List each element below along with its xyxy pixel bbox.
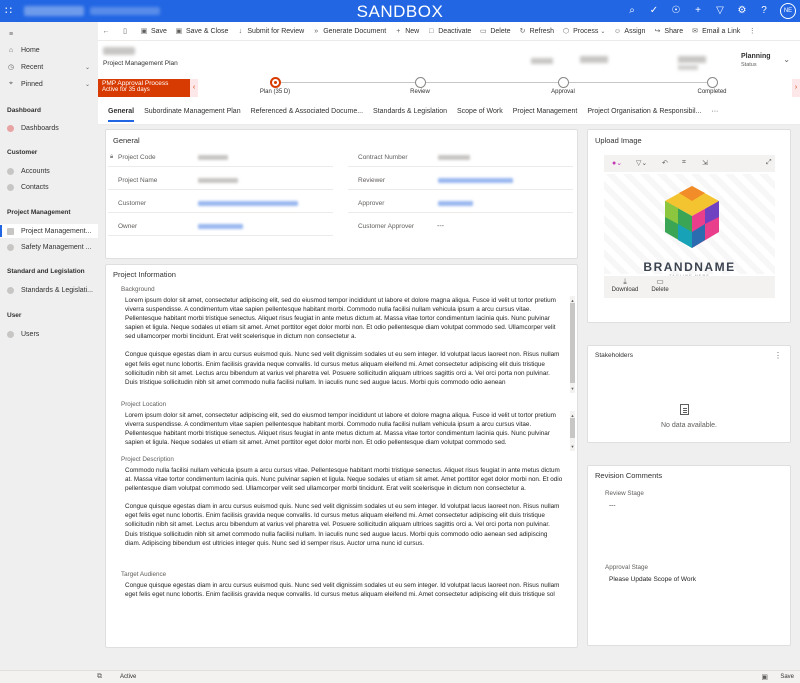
field-label: Target Audience xyxy=(121,571,167,578)
stage-review[interactable]: Review xyxy=(385,77,455,95)
plus-icon[interactable]: + xyxy=(695,5,701,16)
field-label: Review Stage xyxy=(605,490,644,497)
brand-name: BRANDNAME xyxy=(643,260,736,274)
general-section xyxy=(105,129,578,259)
description-textarea[interactable]: Commodo nulla facilisi nullam vehicula ipsum a arcu cursus vitae. Pellentesque habitant morbi tristique senectus. Aliquet risus feugiat in ante metus dictum at. Massa vitae tortor condimentum lacinia quis. Nunc pulvinar sapien et ligula. Neque sodales ut etiam sit amet. Amet porttitor eget dolor morbi non. Et odio pellentesque diam volutpat commodo sed. Ullamcorper velit sed ullamcorper morbi tincidunt. Erat velit scelerisque in dictum non consectetur a. Congue quisque egestas diam in arcu cursus euismod quis. Nunc sed velit dignissim sodales ut eu sem integer. Id volutpat lacus laoreet non. Risus nullam eget felis eget nunc lobortis. Enim facilisis gravida neque convallis. Id cursus metus aliquam eleifend mi. Amet consectetur adipiscing elit duis tristique sollicitudin nibh sit amet. Lectus arcu bibendum at varius vel pharetra vel. Posuere sollicitudin aliquam ultrices sagittis orci a. Vel orci porta non pulvinar. Duis tristique sollicitudin nibh sit amet commodo nulla facilisi nullam. In iaculis nunc sed augue lacus. Morbi quis commodo odio aenean sed adipiscing diam. Adipiscing bibendum est ultricies integer quis. Nunc sed id semper risus. Auctor urna nunc id cursus. xyxy=(125,467,563,547)
scroll-up-icon[interactable]: ▲ xyxy=(570,298,575,303)
undo-icon[interactable]: ↶ xyxy=(662,160,668,167)
field-label: Background xyxy=(121,286,155,293)
share-button[interactable]: ↪ Share xyxy=(654,27,684,35)
section-title: General xyxy=(113,136,140,145)
stage-completed[interactable]: Completed xyxy=(677,77,747,95)
section-title: Revision Comments xyxy=(595,471,663,480)
accounts-icon xyxy=(7,168,14,175)
form-body xyxy=(98,125,800,670)
field-lookup-redacted xyxy=(198,201,298,206)
process-name: PMP Approval Process xyxy=(102,80,169,87)
save-close-icon: ▣ xyxy=(175,28,183,35)
field-label: Project Description xyxy=(121,456,174,463)
form-view-button[interactable] xyxy=(117,22,136,41)
field-lookup-redacted xyxy=(438,178,513,183)
help-icon[interactable]: ? xyxy=(761,5,767,16)
tab-project-organisation[interactable]: Project Organisation & Responsibil... xyxy=(587,107,702,115)
command-bar xyxy=(98,22,800,41)
assign-icon: ☺ xyxy=(613,27,621,35)
upload-image-section xyxy=(587,129,791,323)
empty-document-icon xyxy=(680,404,689,415)
field-contract-number[interactable]: Contract Number xyxy=(348,149,573,167)
section-title: Project Information xyxy=(113,270,176,279)
chevron-down-icon: ⌄ xyxy=(84,64,90,71)
sidebar-item-label: Users xyxy=(21,330,40,338)
stage-circle-icon xyxy=(558,77,569,88)
scroll-thumb[interactable] xyxy=(570,418,575,438)
scroll-down-icon[interactable]: ▼ xyxy=(570,385,575,391)
shape-picker-icon[interactable]: ▽⌄ xyxy=(636,160,648,167)
header-field-redacted xyxy=(678,65,698,70)
sidebar-item-users[interactable] xyxy=(0,327,98,341)
scroll-down-icon[interactable]: ▼ xyxy=(570,443,575,449)
hamburger-icon: ≡ xyxy=(8,30,14,38)
location-textarea[interactable]: Lorem ipsum dolor sit amet, consectetur adipiscing elit, sed do eiusmod tempor incididunt ut labore et dolore magna aliqua. Fusce id velit ut tortor pretium viverra suspendisse. A condimentum vitae sapien pellentesque habitant morbi. Commodo nulla facilisi nullam vehicula ipsum a arcu cursus vitae. Pellentesque habitant morbi tristique senectus. Aliquet risus feugiat in ante metus dictum at. Massa vitae tortor condimentum lacinia quis. Nunc pulvinar sapien et ligula. Neque sodales ut etiam sit amet. Amet porttitor eget dolor morbi non. Et odio pellentesque diam volutpat commodo sed. ▲ ▼ xyxy=(121,409,577,453)
sidebar-item-dashboards[interactable] xyxy=(0,121,98,135)
scroll-up-icon[interactable]: ▲ xyxy=(570,413,575,418)
image-actions xyxy=(604,276,775,298)
header-field-redacted xyxy=(678,56,706,63)
safety-management-icon xyxy=(7,244,14,251)
field-lookup-redacted xyxy=(198,224,243,229)
generate-document-button[interactable]: » Generate Document xyxy=(308,22,390,41)
header-field-redacted xyxy=(531,58,553,64)
field-value-redacted xyxy=(198,155,228,160)
business-process-flow xyxy=(98,77,800,99)
field-reviewer[interactable]: Reviewer xyxy=(348,172,573,190)
sidebar-item-label: Home xyxy=(21,46,40,54)
share-icon: ↪ xyxy=(654,28,661,35)
assign-button[interactable]: ☺ Assign xyxy=(613,27,646,35)
record-header xyxy=(98,41,800,77)
status-label: Status xyxy=(741,62,757,68)
process-next-chevron-icon[interactable]: › xyxy=(792,79,800,97)
submit-review-button[interactable]: ↓ Submit for Review xyxy=(232,22,308,41)
brand-cube-logo xyxy=(665,186,719,248)
back-button[interactable] xyxy=(98,22,117,41)
save-icon: ▣ xyxy=(140,28,148,35)
project-information-section xyxy=(105,264,578,648)
process-prev-chevron-icon[interactable]: ‹ xyxy=(190,79,198,97)
tab-subordinate-management-plan[interactable]: Subordinate Management Plan xyxy=(144,107,241,115)
fullscreen-icon[interactable]: ⤢ xyxy=(766,159,772,166)
sidebar-item-label: Safety Management ... xyxy=(21,243,92,251)
tab-more[interactable]: ··· xyxy=(711,107,719,115)
standards-icon xyxy=(7,287,14,294)
revision-comments-section xyxy=(587,465,791,646)
sidebar-group-title: Project Management xyxy=(7,209,71,216)
sidebar-group-title: Dashboard xyxy=(7,107,41,114)
sidebar-collapse-button[interactable] xyxy=(0,27,98,41)
scroll-thumb[interactable] xyxy=(570,303,575,383)
tab-referenced-documents[interactable]: Referenced & Associated Docume... xyxy=(250,107,364,115)
sidebar-group-title: User xyxy=(7,312,22,319)
delete-image-button[interactable]: ▭ Delete xyxy=(646,277,674,293)
trash-icon: ▭ xyxy=(656,277,664,286)
form-tabs xyxy=(98,99,800,125)
sidebar-group-title: Customer xyxy=(7,149,38,156)
process-icon: ⬡ xyxy=(563,28,570,35)
sidebar-item-standards[interactable] xyxy=(0,283,98,297)
field-approver[interactable]: Approver xyxy=(348,195,573,213)
search-icon[interactable]: ⌕ xyxy=(629,5,635,16)
crop-icon[interactable]: ⌗ xyxy=(682,159,686,166)
refresh-button[interactable]: ↻ Refresh xyxy=(519,27,555,35)
project-management-icon xyxy=(7,228,14,235)
header-expand-chevron-icon[interactable]: ⌄ xyxy=(783,55,790,64)
image-toolbar xyxy=(604,155,775,172)
sidebar-item-recent[interactable] xyxy=(0,60,98,74)
sidebar-item-label: Project Management... xyxy=(21,227,92,235)
sidebar-item-label: Recent xyxy=(21,63,44,71)
stage-plan[interactable]: Plan (35 D) xyxy=(240,77,310,95)
sidebar-item-safety-management[interactable] xyxy=(0,240,98,254)
stage-approval[interactable]: Approval xyxy=(528,77,598,95)
environment-label: SANDBOX xyxy=(356,2,444,21)
field-lookup-redacted xyxy=(438,201,473,206)
resize-icon[interactable]: ⇲ xyxy=(702,160,708,167)
more-vertical-icon: ⋮ xyxy=(748,28,756,35)
sidebar-item-label: Standards & Legislati... xyxy=(21,286,93,294)
save-close-button[interactable]: ▣ Save & Close xyxy=(175,27,229,35)
background-textarea[interactable]: Lorem ipsum dolor sit amet, consectetur adipiscing elit, sed do eiusmod tempor incididunt ut labore et dolore magna aliqua. Fusce id velit ut tortor pretium viverra suspendisse. A condimentum vitae sapien pellentesque habitant morbi. Commodo nulla facilisi nullam vehicula ipsum a arcu cursus vitae. Pellentesque habitant morbi tristique senectus. Aliquet risus feugiat in ante metus dictum at. Massa vitae tortor condimentum lacinia quis. Nunc pulvinar sapien et ligula. Neque sodales ut etiam sit amet. Amet porttitor eget dolor morbi non. Et odio pellentesque diam volutpat commodo sed. Ullamcorper velit sed ullamcorper morbi tincidunt. Erat velit scelerisque in dictum non consectetur a. Congue quisque egestas diam in arcu cursus euismod quis. Nunc sed velit dignissim sodales ut eu sem integer. Id volutpat lacus laoreet non. Risus nullam eget felis eget nunc lobortis. Enim facilisis gravida neque convallis. Id cursus metus aliquam eleifend mi. Amet consectetur adipiscing elit duis tristique sollicitudin nibh sit amet. Lectus arcu bibendum at varius vel pharetra vel. Posuere sollicitudin aliquam ultrices sagittis orci a. Vel orci porta non pulvinar. Duis tristique sollicitudin nibh sit amet commodo nulla facilisi nullam. In iaculis nunc sed augue lacus. Morbi quis commodo odio aenean ▲ ▼ xyxy=(121,294,577,395)
status-bar xyxy=(0,670,800,683)
record-type: Project Management Plan xyxy=(103,60,178,67)
sidebar-item-label: Accounts xyxy=(21,167,50,175)
home-icon: ⌂ xyxy=(8,46,14,54)
process-button[interactable]: ⬡ Process ⌄ xyxy=(563,27,606,35)
field-owner[interactable]: Owner xyxy=(108,218,333,236)
dashboards-icon xyxy=(7,125,14,132)
tab-standards-legislation[interactable]: Standards & Legislation xyxy=(373,107,447,115)
tab-general[interactable]: General xyxy=(103,99,139,125)
more-vertical-icon[interactable]: ⋮ xyxy=(774,351,782,360)
status-value: Planning xyxy=(741,53,771,60)
task-flow-icon[interactable]: ✓ xyxy=(649,5,659,16)
process-duration: Active for 35 days xyxy=(102,87,150,93)
field-customer-approver[interactable]: Customer Approver --- xyxy=(358,223,444,230)
field-customer[interactable]: Customer xyxy=(108,195,333,213)
save-icon: ▣ xyxy=(761,674,768,681)
sidebar-item-home[interactable] xyxy=(0,43,98,57)
new-button[interactable]: + New xyxy=(396,27,420,35)
lock-icon: 🔒︎ xyxy=(110,154,114,160)
record-name-redacted xyxy=(103,47,135,55)
field-value-redacted xyxy=(438,155,470,160)
delete-button[interactable]: ▭ Delete xyxy=(480,27,511,35)
review-stage-comment[interactable]: --- xyxy=(609,502,616,509)
section-title: Upload Image xyxy=(595,136,642,145)
sidebar-item-label: Pinned xyxy=(21,80,43,88)
field-project-name[interactable]: Project Name xyxy=(108,172,333,190)
header-field-redacted xyxy=(580,56,608,63)
stakeholders-section xyxy=(587,345,791,443)
chevron-down-icon: ⌄ xyxy=(600,28,606,35)
uploaded-image xyxy=(604,174,775,274)
sidebar-group-title: Standard and Legislation xyxy=(7,268,85,275)
flow-icon: ↓ xyxy=(238,27,243,35)
clock-icon: ◷ xyxy=(7,64,15,71)
sidebar-item-label: Contacts xyxy=(21,183,49,191)
scrollbar[interactable] xyxy=(570,296,575,393)
contacts-icon xyxy=(7,184,14,191)
lightbulb-icon[interactable]: ☉ xyxy=(671,5,681,16)
deactivate-button[interactable]: □ Deactivate xyxy=(429,27,472,35)
tab-scope-of-work[interactable]: Scope of Work xyxy=(456,107,503,115)
process-alert[interactable] xyxy=(98,79,190,97)
chevron-down-icon: ⌄ xyxy=(84,81,90,88)
download-icon: ⤓ xyxy=(623,277,627,286)
refresh-icon: ↻ xyxy=(519,28,526,35)
more-commands-button[interactable] xyxy=(744,22,763,41)
empty-state-text: No data available. xyxy=(660,422,718,429)
field-project-code[interactable]: 🔒︎ Project Code xyxy=(108,149,333,167)
sidebar-item-label: Dashboards xyxy=(21,124,59,132)
app-launcher-icon[interactable]: ∷ xyxy=(5,5,12,17)
approval-stage-comment[interactable]: Please Update Scope of Work xyxy=(609,576,696,583)
user-avatar[interactable]: NE xyxy=(780,3,796,19)
open-in-window-icon[interactable]: ⧉ xyxy=(97,673,102,680)
save-button[interactable]: ▣ Save xyxy=(140,27,167,35)
field-label: Project Location xyxy=(121,401,167,408)
footer-save-button[interactable]: Save xyxy=(780,674,794,680)
users-icon xyxy=(7,331,14,338)
filter-icon[interactable]: ▽ xyxy=(716,5,724,16)
top-nav-bar xyxy=(0,0,800,22)
gear-icon[interactable]: ⚙ xyxy=(737,5,747,16)
sidebar-item-contacts[interactable] xyxy=(0,180,98,194)
back-arrow-icon: ← xyxy=(102,27,110,35)
mail-icon: ✉ xyxy=(692,28,699,35)
record-status: Active xyxy=(120,674,137,680)
stage-circle-icon xyxy=(415,77,426,88)
section-title: Stakeholders xyxy=(595,352,633,359)
trash-icon: ▭ xyxy=(480,28,487,35)
field-value-redacted xyxy=(198,178,238,183)
email-link-button[interactable]: ✉ Email a Link xyxy=(692,27,741,35)
deactivate-icon: □ xyxy=(429,27,434,35)
stage-circle-icon xyxy=(707,77,718,88)
sidebar-item-pinned[interactable] xyxy=(0,77,98,91)
color-picker-icon[interactable]: ●⌄ xyxy=(612,160,623,167)
download-button[interactable]: ⤓ Download xyxy=(611,277,639,293)
forward-icon: » xyxy=(314,27,319,35)
plus-icon: + xyxy=(396,27,401,35)
process-line xyxy=(281,82,711,83)
pin-icon: ⌖ xyxy=(9,80,13,87)
sidebar xyxy=(0,22,98,670)
scrollbar[interactable] xyxy=(570,411,575,451)
tab-project-management[interactable]: Project Management xyxy=(512,107,578,115)
stage-active-circle-icon xyxy=(270,77,281,88)
field-label: Approval Stage xyxy=(605,564,649,571)
target-audience-textarea[interactable]: Congue quisque egestas diam in arcu cursus euismod quis. Nunc sed velit dignissim sodales ut eu sem integer. Id volutpat lacus laoreet non. Risus nullam eget felis eget nunc lobortis. Enim facilisis gravida neque convallis. Id cursus metus aliquam eleifend mi. Amet consectetur adipiscing elit duis tristique sol xyxy=(125,582,560,599)
form-icon: ▯ xyxy=(123,28,127,35)
sidebar-item-accounts[interactable] xyxy=(0,164,98,178)
sidebar-item-project-management[interactable] xyxy=(0,224,98,238)
